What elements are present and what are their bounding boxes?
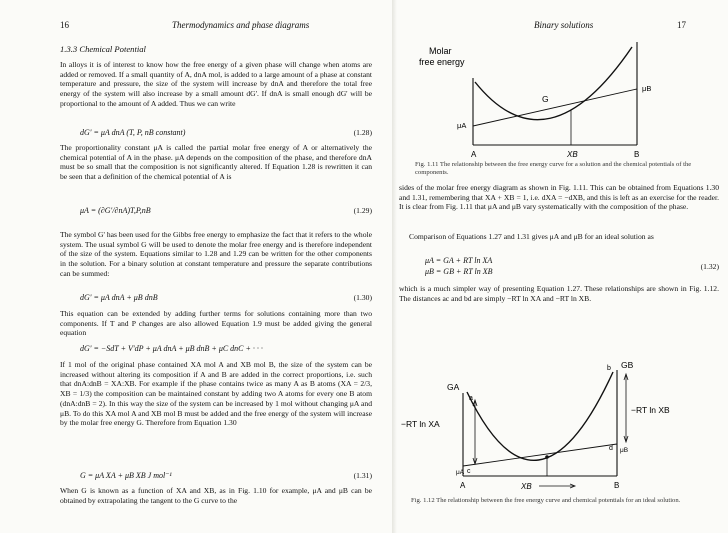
equation-1-30-text: dG' = μA dnA + μB dnB bbox=[80, 293, 158, 302]
right-paragraph-3: which is a much simpler way of presenting Equation 1.27. These relationships are shown in Fig. 1.12. The distances ac and bd are simply −RT ln XA and −RT ln XB. bbox=[399, 284, 719, 303]
equation-1-31-text: G = μA XA + μB XB J mol⁻¹ bbox=[80, 471, 172, 480]
paragraph-1: In alloys it is of interest to know how the free energy of a given phase will change when atoms are added or removed. If a small quantity of A, dnA mol, is added to a large amount of a phase at constant temperature and pressure, the size of the system will increase by dnA and therefore the total free energy of the system will also increase by a small amount dG'. If dnA is small enough dG' will be proportional to the amount of A added. Thus we can write bbox=[60, 60, 372, 108]
equation-1-32-number: (1.32) bbox=[700, 262, 719, 271]
fig112-ga: GA bbox=[447, 382, 460, 392]
equation-1-32 bbox=[425, 256, 719, 280]
fig112-point-a: a bbox=[469, 395, 473, 402]
equation-general-text: dG' = −SdT + V'dP + μA dnA + μB dnB + μC dnC + · · · bbox=[80, 344, 263, 353]
fig111-mu-b: μB bbox=[642, 84, 652, 93]
equation-1-30-number: (1.30) bbox=[353, 293, 372, 302]
fig111-ylabel-1: Molar bbox=[429, 46, 452, 56]
fig112-point-c: c bbox=[467, 468, 471, 475]
paragraph-6: When G is known as a function of XA and XB, as in Fig. 1.10 for example, μA and μB can be obtained by extrapolating the tangent to the G curve to the bbox=[60, 486, 372, 505]
paragraph-4: This equation can be extended by adding further terms for solutions containing more than two components. If T and P changes are also allowed Equation 1.9 must be added giving the general equation bbox=[60, 309, 372, 338]
right-page bbox=[397, 0, 728, 533]
fig111-x-left: A bbox=[471, 150, 477, 159]
figure-1-12 bbox=[397, 318, 728, 493]
fig112-point-d: d bbox=[609, 445, 613, 452]
paragraph-2: The proportionality constant μA is called the partial molar free energy of A or alternatively the chemical potential of A in the phase. μA depends on the composition of the phase, and therefore dnA must be so small that the composition is not significantly altered. If Equation 1.28 is rewritten it can be seen that a definition of the chemical potential of A is bbox=[60, 143, 372, 182]
equation-1-29 bbox=[80, 206, 372, 216]
fig111-x-right: B bbox=[634, 150, 640, 159]
fig112-point-b: b bbox=[607, 365, 611, 372]
fig111-x-mid: XB bbox=[567, 150, 578, 159]
fig112-tangent-line bbox=[463, 444, 617, 466]
fig111-free-energy-curve bbox=[475, 47, 632, 120]
fig112-mu-b: μB bbox=[620, 447, 629, 454]
right-page-number: 17 bbox=[677, 20, 686, 30]
equation-1-30 bbox=[80, 293, 372, 303]
fig112-x-left: A bbox=[460, 481, 466, 490]
equation-general bbox=[80, 344, 372, 354]
equation-1-32-a: μA = GA + RT ln XA bbox=[425, 256, 493, 265]
equation-1-28 bbox=[80, 128, 372, 138]
equation-1-28-number: (1.28) bbox=[353, 128, 372, 137]
right-running-head: Binary solutions bbox=[534, 20, 594, 30]
fig112-rt-b: −RT ln XB bbox=[631, 405, 670, 415]
equation-1-28-text: dG' = μA dnA (T, P, nB constant) bbox=[80, 128, 186, 137]
fig112-rt-a: −RT ln XA bbox=[401, 419, 440, 429]
fig112-x-mid: XB bbox=[521, 482, 532, 491]
paragraph-3: The symbol G' has been used for the Gibbs free energy to emphasize the fact that it refers to the whole system. The usual symbol G will be used to denote the molar free energy and is therefore independent of the size of the system. Equations similar to 1.28 and 1.29 can be written for the other components in the solution. For a binary solution at constant temperature and pressure the separate contributions can be summed: bbox=[60, 230, 372, 278]
fig111-curve-label: G bbox=[542, 94, 549, 104]
fig111-caption: Fig. 1.11 The relationship between the free energy curve for a solution and the chemical potentials of the components. bbox=[415, 161, 692, 177]
fig112-caption: Fig. 1.12 The relationship between the free energy curve and chemical potentials for an ideal solution. bbox=[411, 497, 681, 504]
figure-1-11 bbox=[397, 30, 728, 160]
left-running-head: Thermodynamics and phase diagrams bbox=[172, 20, 310, 30]
paragraph-5: If 1 mol of the original phase contained XA mol A and XB mol B, the size of the system can be increased without altering its composition if A and B are added in the correct proportions, i.e. such that dnA:dnB = XA:XB. For example if the phase contains twice as many A as B atoms (XA = 2/3, XB = 1/3) the composition can be maintained constant by adding two A atoms for every one B atom (dnA:dnB = 2). In this way the size of the system can be increased by 1 mol without changing μA and μB. To do this XA mol A and XB mol B must be added and the free energy of the system will increase by the molar free energy G. Therefore from Equation 1.30 bbox=[60, 360, 372, 428]
fig111-tangent-line bbox=[473, 89, 637, 126]
fig111-mu-a: μA bbox=[457, 121, 467, 130]
fig112-free-energy-curve bbox=[467, 372, 613, 460]
equation-1-32-b: μB = GB + RT ln XB bbox=[425, 267, 493, 276]
equation-1-29-number: (1.29) bbox=[353, 206, 372, 215]
right-paragraph-1: sides of the molar free energy diagram as shown in Fig. 1.11. This can be obtained from Equations 1.30 and 1.31, remembering that XA + XB = 1, i.e. dXA = −dXB, and this is left as an exercise for the reader. It is clear from Fig. 1.11 that μA and μB vary systematically with the composition of the phase. bbox=[399, 183, 719, 212]
fig112-mu-a: μA bbox=[456, 469, 465, 476]
equation-1-31 bbox=[80, 471, 372, 481]
section-title: 1.3.3 Chemical Potential bbox=[60, 44, 146, 54]
equation-1-29-text: μA = (∂G'/∂nA)T,P,nB bbox=[80, 206, 151, 215]
fig112-x-right: B bbox=[614, 481, 620, 490]
left-page-number: 16 bbox=[60, 20, 69, 30]
fig111-ylabel-2: free energy bbox=[419, 57, 465, 67]
fig112-tangent-point bbox=[545, 455, 549, 459]
right-paragraph-2: Comparison of Equations 1.27 and 1.31 gives μA and μB for an ideal solution as bbox=[409, 232, 654, 241]
equation-1-31-number: (1.31) bbox=[353, 471, 372, 480]
fig112-gb: GB bbox=[621, 360, 634, 370]
